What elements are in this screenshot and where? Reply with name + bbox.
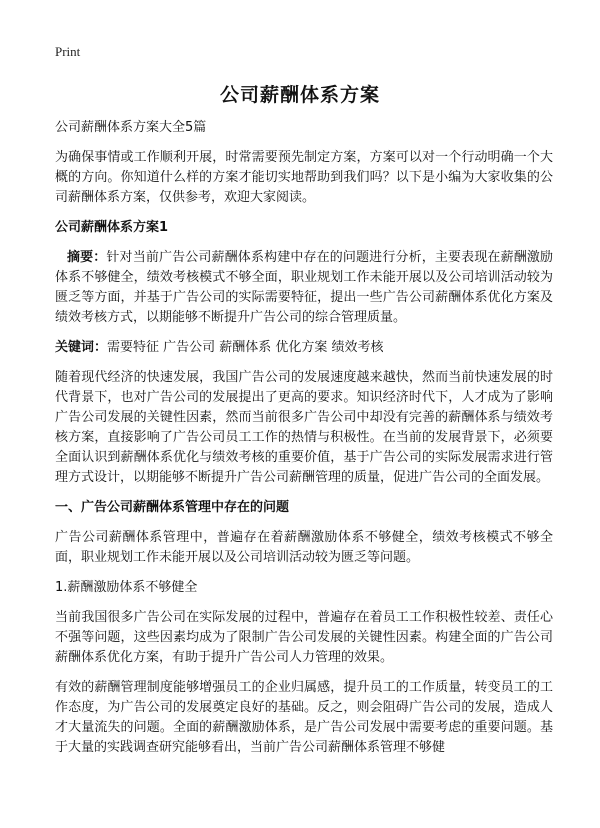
abstract-paragraph [55, 248, 553, 328]
incentive-paragraph-1: 当前我国很多广告公司在实际发展的过程中，普遍存在着员工工作积极性较差、责任心不强等问题，这些因素均成为了限制广告公司发展的关键性因素。构建全面的广告公司薪酬体系优化方案，有助于提升广告公司人力管理的效果。 [55, 610, 553, 665]
print-link[interactable]: Print [55, 44, 81, 59]
problems-heading: 一、广告公司薪酬体系管理中存在的问题 [55, 500, 290, 515]
intro-paragraph: 为确保事情或工作顺利开展，时常需要预先制定方案，方案可以对一个行动明确一个大概的方向。你知道什么样的方案才能切实地帮助到我们吗？以下是小编为大家收集的公司薪酬体系方案，仅供参考，欢迎大家阅读。 [55, 150, 553, 205]
incentive-paragraph-2: 有效的薪酬管理制度能够增强员工的企业归属感，提升员工的工作质量，转变员工的工作态度，为广告公司的发展奠定良好的基础。反之，则会阻碍广告公司的发展，造成人才大量流失的问题。全面的薪酬激励体系，是广告公司发展中需要考虑的重要问题。基于大量的实践调查研究能够看出，当前广告公司薪酬体系管理不够健 [55, 680, 553, 755]
subheading-incentive: 1.薪酬激励体系不够健全 [55, 580, 198, 595]
keywords-label: 关键词： [55, 340, 108, 355]
keywords-text: 需要特征 广告公司 薪酬体系 优化方案 绩效考核 [107, 340, 384, 355]
page-title: 公司薪酬体系方案 [219, 84, 380, 106]
abstract-label: 摘要： [67, 250, 107, 265]
problems-paragraph: 广告公司薪酬体系管理中，普遍存在着薪酬激励体系不够健全，绩效考核模式不够全面，职业规划工作未能开展以及公司培训活动较为匮乏等问题。 [55, 530, 553, 565]
keywords-paragraph [55, 338, 553, 358]
section-heading-1: 公司薪酬体系方案1 [55, 220, 169, 235]
document-subtitle: 公司薪酬体系方案大全5篇 [55, 120, 207, 135]
background-paragraph: 随着现代经济的快速发展，我国广告公司的发展速度越来越快，然而当前快速发展的时代背景下，也对广告公司的发展提出了更高的要求。知识经济时代下，人才成为了影响广告公司发展的关键性因素，然而当前很多广告公司中却没有完善的薪酬体系与绩效考核方案，直接影响了广告公司员工工作的热情与积极性。在当前的发展背景下，必须要全面认识到薪酬体系优化与绩效考核的重要价值，基于广告公司的实际发展需求进行管理方式设计，以期能够不断提升广告公司薪酬管理的质量，促进广告公司的全面发展。 [55, 370, 553, 485]
document-body [55, 118, 553, 768]
abstract-text: 针对当前广告公司薪酬体系构建中存在的问题进行分析，主要表现在薪酬激励体系不够健全，绩效考核模式不够全面，职业规划工作未能开展以及公司培训活动较为匮乏等方面，并基于广告公司的实际需要特征，提出一些广告公司薪酬体系优化方案及绩效考核方式，以期能够不断提升广告公司的综合管理质量。 [55, 250, 553, 325]
